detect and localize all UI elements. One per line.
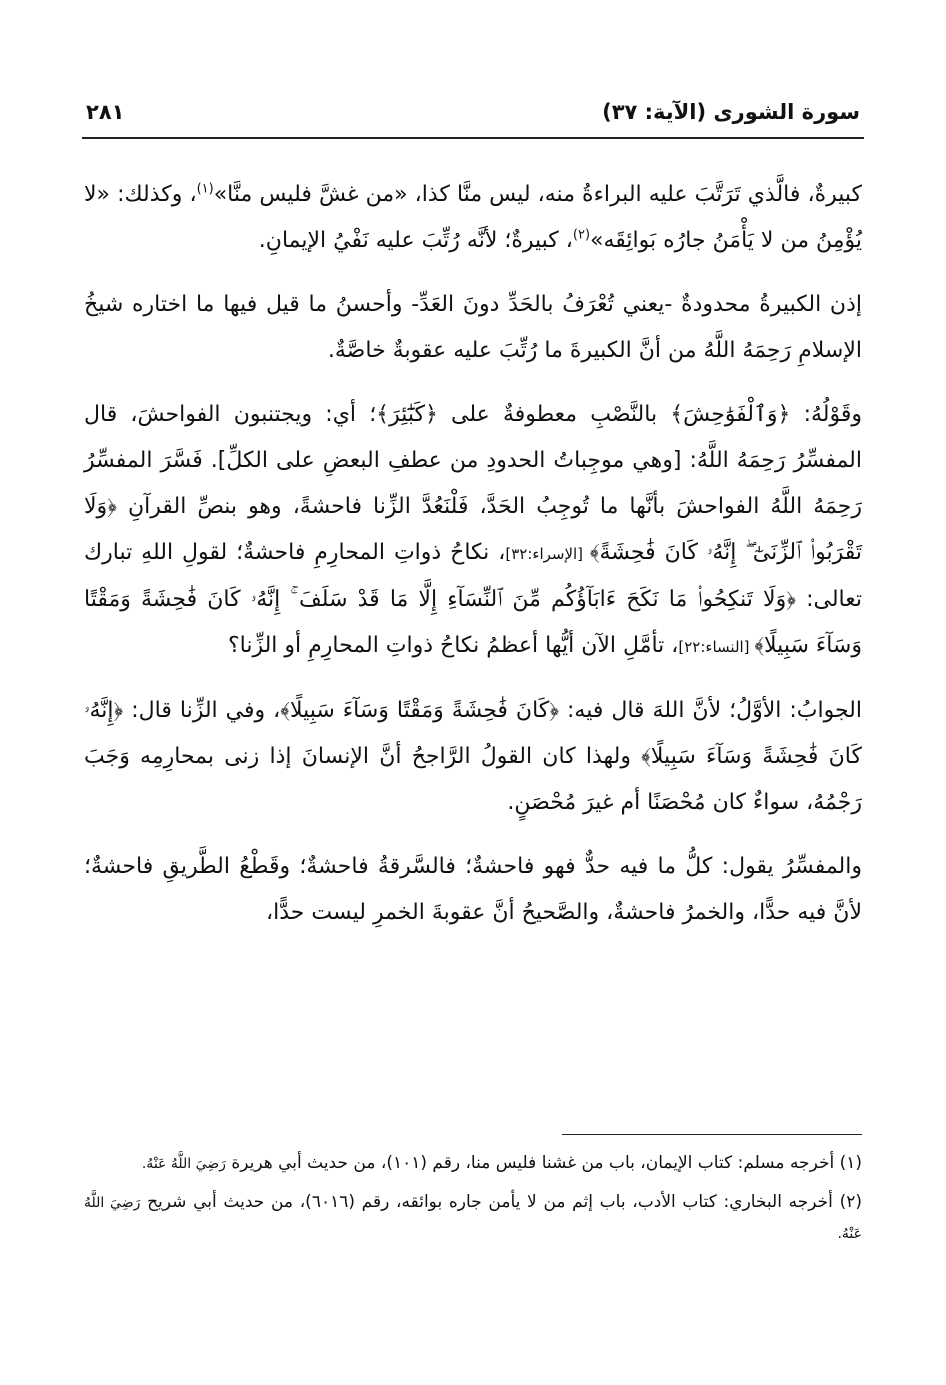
footnote-text: (١) أخرجه مسلم: كتاب الإيمان، باب من غشنا فليس منا، رقم (١٠١)، من حديث أبي هريرة xyxy=(231,1153,862,1173)
paragraph xyxy=(84,172,862,264)
paragraph xyxy=(84,392,862,670)
footnote-divider xyxy=(562,1134,862,1135)
paragraph: والمفسِّرُ يقول: كلُّ ما فيه حدٌّ فهو فاحشةٌ؛ فالسَّرقةُ فاحشةٌ؛ وقَطْعُ الطَّريقِ فاحشةٌ؛ لأنَّ فيه حدًّا، والخمرُ فاحشةٌ، والصَّحيحُ أنَّ عقوبةَ الخمرِ ليست حدًّا، xyxy=(84,854,862,925)
text-run: ، وكذلك: «لا يُؤْمِنُ من لا يَأْمَنُ جارُه بَوائِقَه» xyxy=(84,182,862,253)
footnotes xyxy=(84,1148,862,1257)
text-run: كبيرةٌ، فالَّذي تَرَتَّبَ عليه البراءةُ منه، ليس منَّا كذا، «من غشَّ فليس منَّا» xyxy=(213,182,862,207)
honorific: رَضِيَ اللَّهُ عَنْهُ. xyxy=(84,1195,862,1242)
running-header xyxy=(86,96,860,136)
footnote-1 xyxy=(84,1148,862,1179)
paragraph: الجوابُ: الأوَّلُ؛ لأنَّ اللهَ قال فيه: ﴿كَانَ فَٰحِشَةً وَمَقْتًا وَسَآءَ سَبِيلًا﴾، وفي الزِّنا قال: ﴿إِنَّهُۥ كَانَ فَٰحِشَةً وَسَآءَ سَبِيلًا﴾ ولهذا كان القولُ الرَّاجحُ أنَّ الإنسانَ إذا زنى بمحارِمِه وَجَبَ رَجْمُهُ، سواءٌ كان مُحْصَنًا أم غيرَ مُحْصَنٍ. xyxy=(84,698,862,815)
verse-reference: [الإسراء:٣٢] xyxy=(505,545,590,563)
honorific: رَضِيَ اللَّهُ عَنْهُ. xyxy=(141,1156,226,1172)
footnote-text: (٢) أخرجه البخاري: كتاب الأدب، باب إثم من لا يأمن جاره بوائقه، رقم (٦٠١٦)، من حديث أبي شريح xyxy=(147,1192,862,1212)
quran-verse: ﴿وَلَا تَقْرَبُوا۟ ٱلزِّنَىٰٓ ۖ إِنَّهُۥ كَانَ فَٰحِشَةً﴾ xyxy=(84,494,863,565)
footnote-marker[interactable]: (١) xyxy=(196,181,214,197)
footnote-2 xyxy=(84,1187,862,1249)
quran-verse: ﴿وَلَا تَنكِحُوا۟ مَا نَكَحَ ءَابَآؤُكُم مِّنَ ٱلنِّسَآءِ إِلَّا مَا قَدْ سَلَفَ ۚ إِنَّهُۥ كَانَ فَٰحِشَةً وَمَقْتًا وَسَآءَ سَبِيلًا﴾ xyxy=(84,587,862,658)
text-run: ، تأمَّلِ الآن أيُّها أعظمُ نكاحُ ذواتِ المحارِمِ أو الزِّنا؟ xyxy=(227,633,679,658)
surah-title: سورة الشورى (الآية: ٣٧) xyxy=(602,100,860,124)
footnote-marker[interactable]: (٢) xyxy=(572,227,591,243)
verse-reference: [النساء:٢٢] xyxy=(678,638,755,656)
page-number: ٢٨١ xyxy=(86,100,125,124)
header-divider xyxy=(82,137,864,139)
paragraph: إذن الكبيرةُ محدودةٌ -يعني تُعْرَفُ بالحَدِّ دونَ العَدِّ- وأحسنُ ما قيل فيها ما اختاره شيخُ الإسلامِ رَحِمَهُ اللَّهُ من أنَّ الكبيرةَ ما رُتِّبَ عليه عقوبةٌ خاصَّةٌ. xyxy=(84,292,862,363)
text-run: ، نكاحُ ذواتِ المحارِمِ فاحشةٌ؛ لقولِ اللهِ تبارك تعالى: xyxy=(84,540,862,612)
text-run: ، كبيرةٌ؛ لأنَّه رُتِّبَ عليه نَفْيُ الإيمانِ. xyxy=(258,228,573,253)
main-text xyxy=(84,172,862,954)
text-run: وقَوْلُهُ: ﴿وَٱلْفَوَٰحِشَ﴾ بالنَّصْبِ معطوفةٌ على ﴿كَبَٰٓئِرَ﴾؛ أي: ويجتنبون الفواحشَ، قال المفسِّرُ رَحِمَهُ اللَّهُ: [وهي موجِباتُ الحدودِ من عطفِ البعضِ على الكلِّ]. فَسَّرَ المفسِّرُ رَحِمَهُ اللَّهُ الفواحشَ بأنَّها ما تُوجِبُ الحَدَّ، فَلْنَعُدَّ الزِّنا فاحشةً، وهو بنصِّ القرآنِ xyxy=(84,402,862,519)
